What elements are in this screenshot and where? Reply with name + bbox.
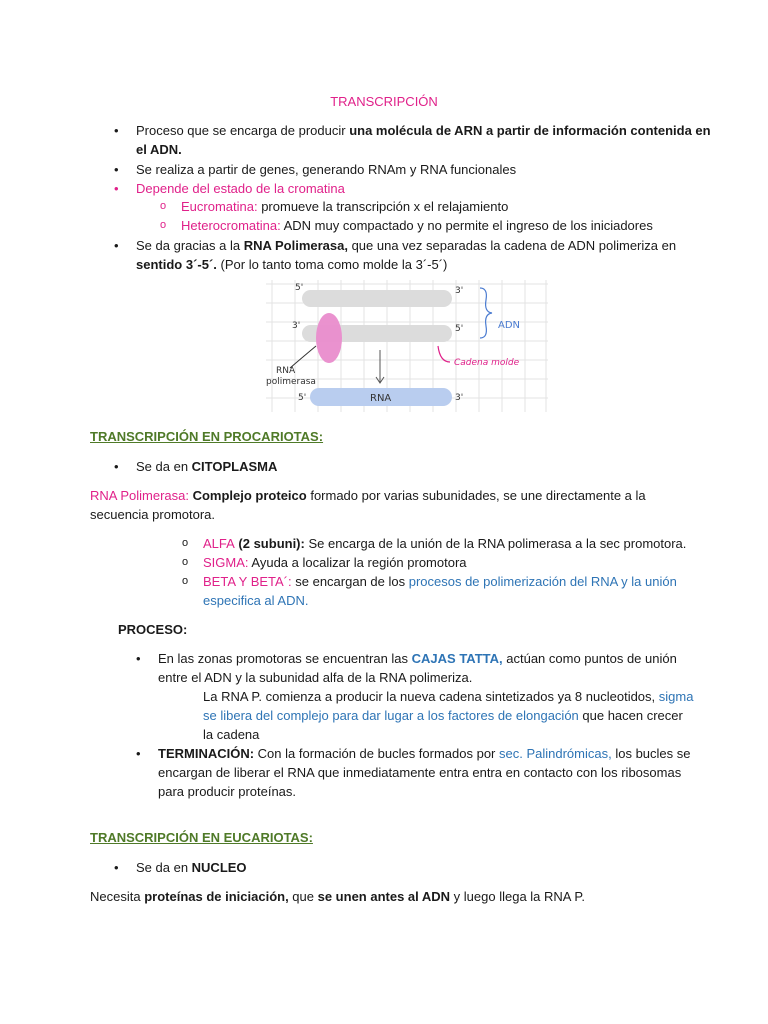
proceso-bullet-2: [158, 744, 691, 763]
label-rna-pol-1: RNA: [276, 366, 296, 376]
text: (Por lo tanto toma como molde la 3´-5´): [216, 257, 448, 272]
proceso-heading: PROCESO:: [118, 622, 188, 637]
text: que hacen crecer: [578, 708, 683, 723]
label-3-top: 3': [455, 286, 464, 296]
bullet-dot: •: [114, 459, 119, 474]
sub-item-eucromatina: [181, 197, 508, 216]
sub-item-alfa: [203, 534, 686, 553]
rna-polymerase-shape: [316, 313, 342, 363]
term: Eucromatina:: [181, 199, 258, 214]
proceso-bullet-1-l2: entre el ADN y la subunidad alfa de la RNA polimeriza.: [158, 670, 473, 685]
bullet-dot: •: [136, 651, 141, 666]
highlight-text: CAJAS TATTA,: [411, 651, 503, 666]
proceso-bullet-2-l3: para producir proteínas.: [158, 784, 297, 799]
sub-bullet-circle: o: [160, 219, 167, 231]
text: se encargan de los: [291, 574, 409, 589]
term: SIGMA:: [203, 555, 249, 570]
intro-bullet-3: Depende del estado de la cromatina: [136, 181, 345, 196]
bold-text: CITOPLASMA: [191, 459, 278, 474]
adn-brace: [480, 288, 492, 338]
highlight-text: procesos de polimerización del RNA y la unión: [408, 574, 677, 589]
sub-bullet-circle: o: [182, 556, 189, 568]
sub-item-beta-cont: especifica al ADN.: [203, 593, 309, 608]
section-heading-procariotas: TRANSCRIPCIÓN EN PROCARIOTAS:: [90, 429, 324, 444]
term: RNA Polimerasa:: [90, 488, 189, 503]
eucariotas-bullet-1: [136, 858, 247, 877]
term: Heterocromatina:: [181, 218, 281, 233]
label-3-mid: 3': [292, 321, 301, 331]
text: Ayuda a localizar la región promotora: [248, 555, 467, 570]
proceso-bullet-1-l4: [203, 706, 683, 725]
intro-bullet-1-cont: el ADN.: [136, 142, 182, 157]
bullet-dot: •: [114, 238, 119, 253]
eucariotas-paragraph: [90, 887, 585, 906]
bold-text: sentido 3´-5´.: [136, 257, 217, 272]
sub-item-beta: [203, 572, 677, 591]
rna-polimerasa-paragraph-cont: secuencia promotora.: [90, 507, 216, 522]
bold-text: Complejo proteico: [188, 488, 307, 503]
pol-arrow: [290, 346, 316, 368]
proceso-bullet-2-l2: encargan de liberar el RNA que inmediatamente entra entra en contacto con los ribosomas: [158, 765, 682, 780]
procariotas-bullet-1: [136, 457, 277, 476]
label-5-bot: 5': [298, 393, 307, 403]
label-5-top: 5': [295, 283, 304, 293]
text: ADN muy compactado y no permite el ingreso de los iniciadores: [280, 218, 653, 233]
intro-bullet-2: Se realiza a partir de genes, generando RNAm y RNA funcionales: [136, 162, 517, 177]
label-adn: ADN: [498, 320, 521, 331]
bold-text: proteínas de iniciación,: [144, 889, 289, 904]
sub-item-heterocromatina: [181, 216, 653, 235]
section-heading-eucariotas: TRANSCRIPCIÓN EN EUCARIOTAS:: [90, 830, 313, 845]
bold-text: RNA Polimerasa,: [243, 238, 348, 253]
highlight-text: sec. Palindrómicas,: [499, 746, 612, 761]
label-rna-pol-2: polimerasa: [266, 377, 316, 387]
text: actúan como puntos de unión: [502, 651, 677, 666]
text: Se da en: [136, 459, 192, 474]
bullet-dot: •: [114, 162, 119, 177]
term: ALFA: [203, 536, 235, 551]
page-title: TRANSCRIPCIÓN: [330, 94, 438, 109]
bold-text: TERMINACIÓN:: [158, 746, 255, 761]
text: Se encarga de la unión de la RNA polimerasa a la sec promotora.: [304, 536, 687, 551]
bold-text: NUCLEO: [191, 860, 247, 875]
intro-bullet-1: [136, 121, 711, 140]
bold-text: (2 subuni):: [234, 536, 305, 551]
label-3-bot: 3': [455, 393, 464, 403]
text: Se da en: [136, 860, 192, 875]
rna-polimerasa-paragraph: [90, 486, 646, 505]
text: promueve la transcripción x el relajamiento: [257, 199, 509, 214]
bullet-dot: •: [136, 746, 141, 761]
text: formado por varias subunidades, se une directamente a la: [306, 488, 646, 503]
bullet-dot: •: [114, 181, 119, 196]
text: En las zonas promotoras se encuentran las: [158, 651, 412, 666]
bold-text: se unen antes al ADN: [317, 889, 451, 904]
text: Necesita: [90, 889, 145, 904]
term: BETA Y BETA´:: [203, 574, 292, 589]
text: Proceso que se encarga de producir: [136, 123, 350, 138]
proceso-bullet-1: [158, 649, 677, 668]
label-rna: RNA: [370, 393, 392, 404]
transcription-diagram: [262, 276, 552, 416]
label-cadena-molde: Cadena molde: [454, 358, 520, 368]
intro-bullet-4: [136, 236, 676, 255]
sub-bullet-circle: o: [182, 575, 189, 587]
sub-bullet-circle: o: [182, 537, 189, 549]
highlight-text: sigma: [658, 689, 694, 704]
proceso-bullet-1-l5: la cadena: [203, 727, 260, 742]
intro-bullet-4-cont: [136, 255, 447, 274]
text: que una vez separadas la cadena de ADN polimeriza en: [347, 238, 677, 253]
sub-item-sigma: [203, 553, 467, 572]
bold-text: una molécula de ARN a partir de información contenida en: [349, 123, 711, 138]
label-5-mid: 5': [455, 324, 464, 334]
text: Se da gracias a la: [136, 238, 244, 253]
text: La RNA P. comienza a producir la nueva cadena sintetizados ya 8 nucleotidos,: [203, 689, 659, 704]
highlight-text: se libera del complejo para dar lugar a los factores de elongación: [203, 708, 579, 723]
bullet-dot: •: [114, 860, 119, 875]
text: Con la formación de bucles formados por: [254, 746, 500, 761]
sub-bullet-circle: o: [160, 200, 167, 212]
proceso-bullet-1-l3: [203, 687, 693, 706]
bullet-dot: •: [114, 123, 119, 138]
text: y luego llega la RNA P.: [450, 889, 585, 904]
text: los bucles se: [611, 746, 691, 761]
text: que: [288, 889, 318, 904]
dna-strand-top: [302, 290, 452, 307]
